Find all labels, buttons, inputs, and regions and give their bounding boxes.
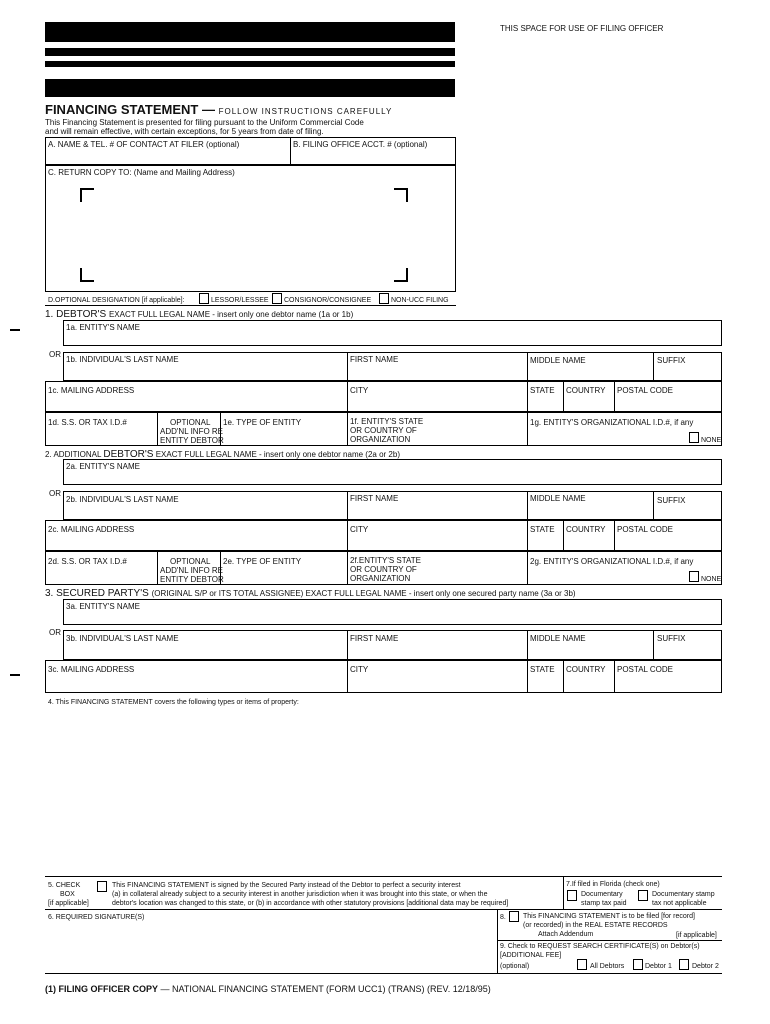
add-none-label: NONE	[701, 576, 722, 583]
debtor-none-checkbox[interactable]	[689, 432, 699, 443]
debtor-middle-field[interactable]	[530, 367, 650, 378]
add-state-org-3: ORGANIZATION	[350, 574, 411, 583]
footer	[45, 984, 491, 995]
header-bar-2	[45, 48, 455, 56]
add-suffix-field[interactable]	[656, 506, 718, 517]
item8-num: 8.	[500, 914, 506, 921]
sec-addr-div-1	[347, 660, 348, 693]
sec-name-div-3	[653, 630, 654, 660]
debtor-mailing-label: 1c. MAILING ADDRESS	[48, 386, 135, 395]
debtor-id-div-4	[527, 412, 528, 446]
check5-text-2: (a) in collateral already subject to a security interest in another jurisdiction when it was brought into this state, or when the	[112, 891, 488, 898]
florida-na-2: tax not applicable	[652, 900, 707, 907]
sec-middle-label: MIDDLE NAME	[530, 634, 586, 643]
header-bar-4	[45, 79, 455, 97]
add-id-div-1	[157, 551, 158, 585]
add-opt-1: OPTIONAL	[170, 557, 211, 566]
debtor-name-div-2	[527, 352, 528, 381]
add-name-div-2	[527, 491, 528, 520]
add-none-checkbox[interactable]	[689, 571, 699, 582]
debtor-addr-div-2	[527, 381, 528, 412]
item8-checkbox[interactable]	[509, 911, 519, 922]
consignor-checkbox[interactable]	[272, 293, 282, 304]
add-middle-label: MIDDLE NAME	[530, 494, 586, 503]
debtor-opt-3: ENTITY DEBTOR	[160, 436, 224, 445]
florida-na-1: Documentary stamp	[652, 891, 715, 898]
debtor-heading	[45, 309, 353, 320]
sec-addr-div-4	[614, 660, 615, 693]
sec-suffix-field[interactable]	[656, 646, 718, 657]
item8-3: Attach Addendum	[538, 931, 594, 938]
debtor-org-id-label: 1g. ENTITY'S ORGANIZATIONAL I.D.#, if any	[530, 418, 694, 427]
add-opt-2: ADD'NL INFO RE	[160, 566, 224, 575]
check5-checkbox[interactable]	[97, 881, 107, 892]
add-ssn-label: 2d. S.S. OR TAX I.D.#	[48, 557, 127, 566]
add-city-label: CITY	[350, 525, 369, 534]
signature-rule	[45, 909, 722, 910]
sec-state-label: STATE	[530, 665, 555, 674]
florida-title: 7.If filed in Florida (check one)	[566, 881, 660, 888]
debtor-addr-div-3	[563, 381, 564, 412]
lessor-checkbox[interactable]	[199, 293, 209, 304]
add-first-field[interactable]	[350, 506, 524, 517]
bottom-top-rule	[45, 876, 722, 877]
debtor-state-org-3: ORGANIZATION	[350, 435, 411, 444]
footer-bold: (1) FILING OFFICER COPY	[45, 984, 159, 994]
sec-entity-label: 3a. ENTITY'S NAME	[66, 602, 140, 611]
corner-mark-tl	[80, 188, 94, 202]
item9-2: [ADDITIONAL FEE]	[500, 952, 562, 959]
consignor-label: CONSIGNOR/CONSIGNEE	[284, 297, 372, 304]
all-debtors-checkbox[interactable]	[577, 959, 587, 970]
florida-paid-2: stamp tax paid	[581, 900, 627, 907]
sec-city-label: CITY	[350, 665, 369, 674]
debtor-last-label: 1b. INDIVIDUAL'S LAST NAME	[66, 355, 179, 364]
add-last-label: 2b. INDIVIDUAL'S LAST NAME	[66, 495, 179, 504]
check5-3: [if applicable]	[48, 900, 89, 907]
sec-addr-div-2	[527, 660, 528, 693]
margin-tick-2	[10, 674, 20, 676]
intro-line-2: and will remain effective, with certain exceptions, for 5 years from date of filing.	[45, 127, 324, 136]
debtor-last-field[interactable]	[66, 367, 344, 378]
sec-addr-div-3	[563, 660, 564, 693]
debtor2-checkbox[interactable]	[679, 959, 689, 970]
florida-na-checkbox[interactable]	[638, 890, 648, 901]
florida-paid-checkbox[interactable]	[567, 890, 577, 901]
sec-name-div-1	[347, 630, 348, 660]
item9-1: 9. Check to REQUEST SEARCH CERTIFICATE(S) on Debtor(s)	[500, 943, 700, 950]
add-entity-field[interactable]	[66, 472, 716, 483]
secured-rest: (ORIGINAL S/P or ITS TOTAL ASSIGNEE) EXACT FULL LEGAL NAME - insert only one secured party name (3a or 3b)	[151, 589, 576, 598]
add-entity-label: 2a. ENTITY'S NAME	[66, 462, 140, 471]
debtor-heading-rest: EXACT FULL LEGAL NAME - insert only one debtor name (1a or 1b)	[108, 310, 354, 319]
add-addr-div-2	[527, 520, 528, 551]
debtor-middle-label: MIDDLE NAME	[530, 356, 586, 365]
add-country-label: COUNTRY	[566, 525, 606, 534]
debtor-entity-label: 1a. ENTITY'S NAME	[66, 323, 140, 332]
debtor-suffix-label: SUFFIX	[657, 356, 686, 365]
debtor-name-div-1	[347, 352, 348, 381]
sec-first-label: FIRST NAME	[350, 634, 399, 643]
debtor-postal-label: POSTAL CODE	[617, 386, 674, 395]
add-id-div-4	[527, 551, 528, 585]
secured-heading	[45, 588, 576, 599]
add-name-div-3	[653, 491, 654, 520]
add-addr-div-3	[563, 520, 564, 551]
debtor-addr-div-4	[614, 381, 615, 412]
sec-last-label: 3b. INDIVIDUAL'S LAST NAME	[66, 634, 179, 643]
debtor-or: OR	[49, 350, 61, 359]
add-debtor-num: 2. ADDITIONAL	[45, 450, 102, 459]
non-ucc-checkbox[interactable]	[379, 293, 389, 304]
item9-3: (optional)	[500, 963, 530, 970]
header-bar-1	[45, 22, 455, 42]
debtor-suffix-field[interactable]	[656, 367, 718, 378]
check5-text-1: This FINANCING STATEMENT is signed by the Secured Party instead of the Debtor to perfect a security interest	[112, 882, 461, 889]
add-state-label: STATE	[530, 525, 555, 534]
sec-entity-field[interactable]	[66, 612, 716, 623]
add-mailing-label: 2c. MAILING ADDRESS	[48, 525, 135, 534]
all-debtors-label: All Debtors	[590, 963, 625, 970]
footer-rest: NATIONAL FINANCING STATEMENT (FORM UCC1) (TRANS) (REV. 12/18/95)	[172, 984, 491, 994]
debtor-first-field[interactable]	[350, 367, 524, 378]
corner-mark-br	[394, 268, 408, 282]
footer-dash: —	[160, 984, 170, 994]
signature-label: 6. REQUIRED SIGNATURE(S)	[48, 914, 145, 921]
sec-name-div-2	[527, 630, 528, 660]
margin-tick-1	[10, 329, 20, 331]
debtor-first-label: FIRST NAME	[350, 355, 399, 364]
sec-mailing-field[interactable]	[48, 678, 344, 689]
debtor-id-div-3	[347, 412, 348, 446]
debtor-country-label: COUNTRY	[566, 386, 606, 395]
secured-num: 3. SECURED PARTY'S	[45, 588, 149, 599]
debtor1-checkbox[interactable]	[633, 959, 643, 970]
add-addr-div-4	[614, 520, 615, 551]
collateral-label: 4. This FINANCING STATEMENT covers the following types or items of property:	[48, 699, 299, 706]
lessor-label: LESSOR/LESSEE	[211, 297, 269, 304]
item8-4: [if applicable]	[676, 932, 717, 939]
non-ucc-label: NON-UCC FILING	[391, 297, 449, 304]
debtor-none-label: NONE	[701, 437, 722, 444]
sec-city-field[interactable]	[350, 678, 524, 689]
check5-2: BOX	[60, 891, 75, 898]
title-dash: —	[201, 102, 215, 117]
corner-mark-tr	[394, 188, 408, 202]
check5-1: 5. CHECK	[48, 882, 81, 889]
add-id-div-3	[347, 551, 348, 585]
sec-first-field[interactable]	[350, 646, 524, 657]
add-name-div-1	[347, 491, 348, 520]
debtor-id-div-1	[157, 412, 158, 446]
add-addr-div-1	[347, 520, 348, 551]
add-debtor-rest: EXACT FULL LEGAL NAME - insert only one debtor name (2a or 2b)	[155, 450, 400, 459]
sec-country-label: COUNTRY	[566, 665, 606, 674]
add-last-field[interactable]	[66, 506, 344, 517]
debtor-opt-1: OPTIONAL	[170, 418, 211, 427]
add-first-label: FIRST NAME	[350, 494, 399, 503]
debtor-opt-2: ADD'NL INFO RE	[160, 427, 224, 436]
add-state-org-2: OR COUNTRY OF	[350, 565, 417, 574]
form-title	[45, 103, 392, 119]
sec-suffix-label: SUFFIX	[657, 634, 686, 643]
debtor-state-label: STATE	[530, 386, 555, 395]
add-org-id-label: 2g. ENTITY'S ORGANIZATIONAL I.D.#, if any	[530, 557, 694, 566]
sec-or: OR	[49, 628, 61, 637]
debtor-addr-div-1	[347, 381, 348, 412]
title-text: FINANCING STATEMENT	[45, 102, 199, 117]
add-state-org-1: 2f.ENTITY'S STATE	[350, 556, 422, 565]
section-a-label: A. NAME & TEL. # OF CONTACT AT FILER (optional)	[48, 140, 240, 149]
title-follow: FOLLOW INSTRUCTIONS CAREFULLY	[218, 107, 393, 116]
acct-field[interactable]	[293, 151, 453, 163]
debtor-name-div-3	[653, 352, 654, 381]
section-d-label: D.OPTIONAL DESIGNATION [if applicable]:	[48, 297, 185, 304]
add-or: OR	[49, 489, 61, 498]
ab-divider	[290, 137, 291, 165]
return-address-field[interactable]	[96, 204, 390, 268]
debtor-heading-num: 1. DEBTOR'S	[45, 309, 107, 320]
debtor-city-field[interactable]	[350, 398, 524, 409]
corner-mark-bl	[80, 268, 94, 282]
officer-space-label: THIS SPACE FOR USE OF FILING OFFICER	[500, 24, 664, 33]
intro-line-1: This Financing Statement is presented for filing pursuant to the Uniform Commercial Code	[45, 118, 364, 127]
item9-rule	[497, 940, 722, 941]
debtor-state-org-1: 1f. ENTITY'S STATE	[350, 417, 424, 426]
item8-divider	[497, 909, 498, 973]
add-suffix-label: SUFFIX	[657, 496, 686, 505]
debtor-ssn-label: 1d. S.S. OR TAX I.D.#	[48, 418, 127, 427]
florida-divider	[563, 876, 564, 909]
check5-text-3: debtor's location was changed to this state, or (b) in accordance with other statutory provisions [additional data may be required]	[112, 900, 509, 907]
sec-middle-field[interactable]	[530, 646, 650, 657]
contact-field[interactable]	[48, 151, 286, 163]
debtor-mailing-field[interactable]	[48, 398, 344, 409]
debtor-state-org-2: OR COUNTRY OF	[350, 426, 417, 435]
debtor2-label: Debtor 2	[692, 963, 719, 970]
debtor1-label: Debtor 1	[645, 963, 672, 970]
add-city-field[interactable]	[350, 537, 524, 548]
add-postal-label: POSTAL CODE	[617, 525, 674, 534]
item8-2: (or recorded) in the REAL ESTATE RECORDS	[523, 922, 668, 929]
debtor-entity-field[interactable]	[66, 333, 716, 344]
collateral-field[interactable]	[48, 710, 722, 874]
section-c-label: C. RETURN COPY TO: (Name and Mailing Address)	[48, 168, 235, 177]
item8-1: This FINANCING STATEMENT is to be filed [for record]	[523, 913, 695, 920]
signature-field[interactable]	[48, 924, 488, 970]
bottom-rule	[45, 973, 722, 974]
sec-mailing-label: 3c. MAILING ADDRESS	[48, 665, 135, 674]
add-opt-3: ENTITY DEBTOR	[160, 575, 224, 584]
section-d-rule	[45, 305, 456, 306]
add-middle-field[interactable]	[530, 506, 650, 517]
sec-last-field[interactable]	[66, 646, 344, 657]
add-type-label: 2e. TYPE OF ENTITY	[223, 557, 302, 566]
florida-paid-1: Documentary	[581, 891, 623, 898]
debtor-city-label: CITY	[350, 386, 369, 395]
sec-postal-label: POSTAL CODE	[617, 665, 674, 674]
section-b-label: B. FILING OFFICE ACCT. # (optional)	[293, 140, 428, 149]
add-debtor-big: DEBTOR'S	[103, 449, 154, 460]
debtor-type-label: 1e. TYPE OF ENTITY	[223, 418, 302, 427]
header-bar-3	[45, 61, 455, 67]
add-mailing-field[interactable]	[48, 537, 344, 548]
